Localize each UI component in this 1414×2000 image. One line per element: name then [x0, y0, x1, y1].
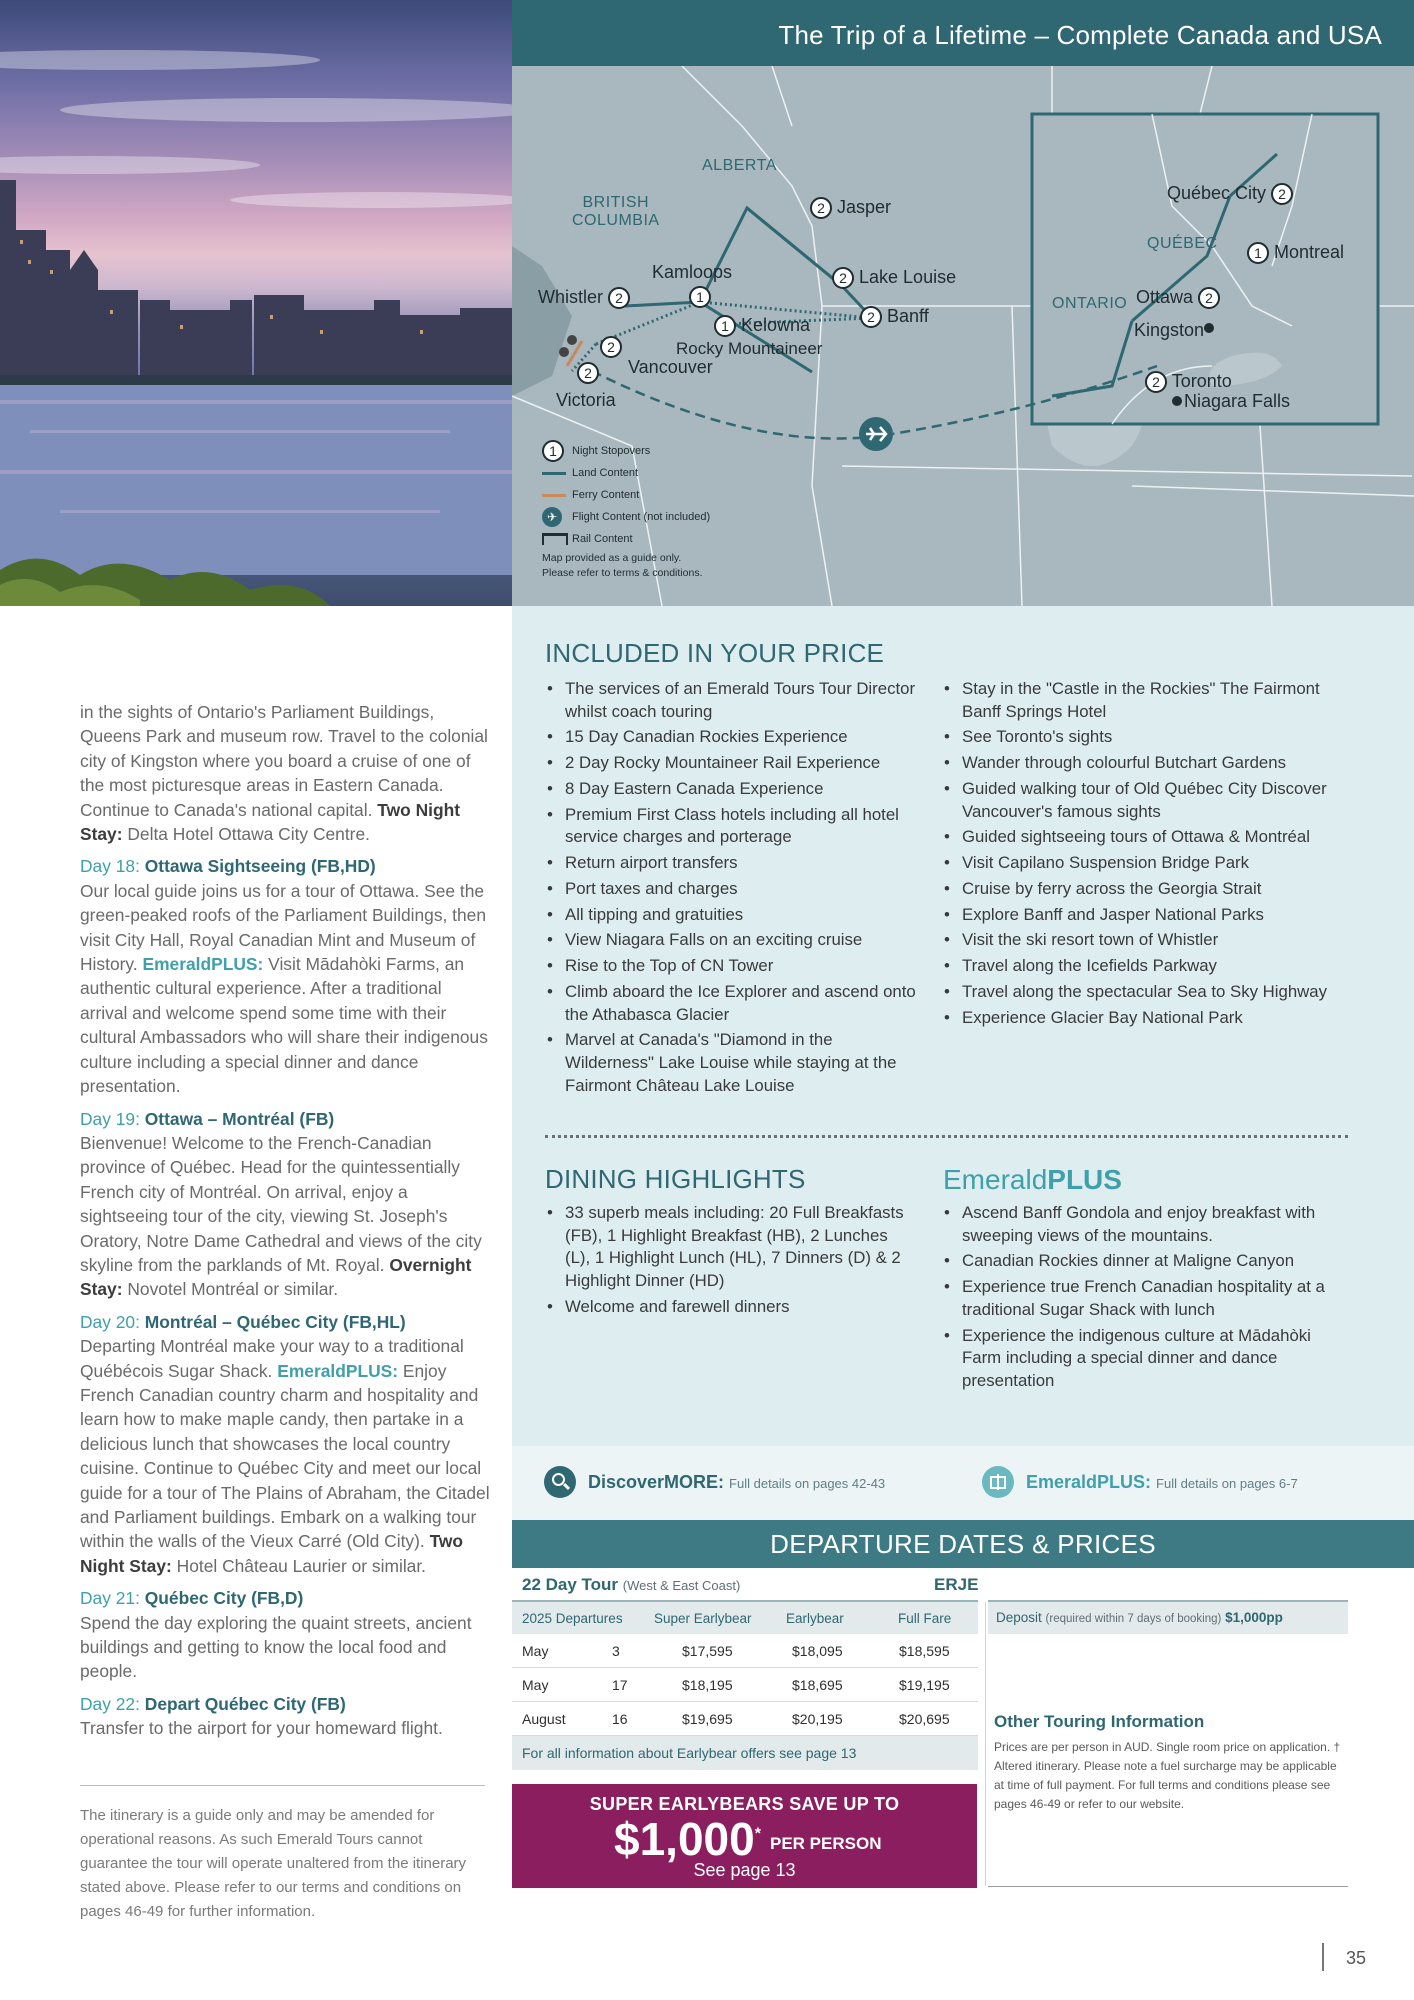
list-item: • Welcome and farewell dinners [545, 1296, 915, 1319]
place-kamloops: Kamloops [652, 262, 733, 282]
place-whistler: Whistler 2 [538, 287, 630, 309]
emeraldplus-heading: EmeraldPLUS [943, 1164, 1122, 1195]
place-montreal: 1 Montreal [1247, 242, 1344, 264]
list-item: • Cruise by ferry across the Georgia Strait [942, 878, 1342, 901]
discover-more: DiscoverMORE: Full details on pages 42-43 [544, 1466, 885, 1498]
region-british-columbia: BRITISH COLUMBIA [572, 194, 660, 230]
divider [985, 1602, 986, 1886]
place-kamloops-marker: 1 [689, 286, 711, 308]
place-jasper: 2 Jasper [810, 197, 891, 219]
list-item: • Experience the indigenous culture at Mādahòki Farm including a special dinner and dance presentation [942, 1325, 1342, 1393]
list-item: • Experience Glacier Bay National Park [942, 1007, 1342, 1030]
place-quebec-city: Québec City 2 [1167, 183, 1293, 205]
list-item: • Travel along the spectacular Sea to Sky Highway [942, 981, 1342, 1004]
region-quebec: QUÉBEC [1147, 235, 1218, 252]
emeraldplus-list [942, 1202, 1342, 1396]
list-item: • Premium First Class hotels including all hotel service charges and porterage [545, 804, 923, 849]
itinerary-day-19: Day 19: Ottawa – Montréal (FB) Bienvenue! Welcome to the French-Canadian province of Québec. Head for the quintessentially French city of Montréal. On arrival, enjoy a sightseeing tour of the city, viewing St. Joseph's Oratory, Notre Dame Cathedral and views of the city skyline from the parklands of Mt. Royal. Overnight Stay: Novotel Montréal or similar. [80, 1108, 482, 1300]
list-item: • Return airport transfers [545, 852, 923, 875]
ottawa-skyline-photo [0, 0, 512, 606]
departures-heading: DEPARTURE DATES & PRICES [512, 1520, 1414, 1568]
dotted-divider [545, 1135, 1348, 1138]
table-header: 2025 Departures Super Earlybear Earlybear Full Fare [512, 1600, 978, 1634]
night-stopover-icon: 1 [542, 440, 564, 462]
itinerary-disclaimer: The itinerary is a guide only and may be amended for operational reasons. As such Emerald Tours cannot guarantee the tour will operate unaltered from the itinerary stated above. Please refer to our terms and conditions on pages 46-49 for further information. [80, 1807, 467, 1920]
emerald-plus-note: EmeraldPLUS: Full details on pages 6-7 [982, 1466, 1298, 1498]
list-item: • See Toronto's sights [942, 726, 1342, 749]
list-item: • 8 Day Eastern Canada Experience [545, 778, 923, 801]
itinerary-day-22: Day 22: Depart Québec City (FB) Transfer to the airport for your homeward flight. [80, 1693, 443, 1739]
list-item: • Visit the ski resort town of Whistler [942, 929, 1342, 952]
itinerary-intro: in the sights of Ontario's Parliament Buildings, Queens Park and museum row. Travel to the colonial city of Kingston where you board a cruise of one of the most picturesque areas in Eastern Canada. Continue to Canada's national capital. Two Night Stay: Delta Hotel Ottawa City Centre. [80, 702, 488, 845]
map-legend: 1 Night Stopovers Land Content Ferry Content ✈ Flight Content (not included) Rail Content Map provided as a guide only. Please refer to terms & conditions. [542, 440, 710, 580]
divider [1322, 1943, 1324, 1971]
list-item: • Explore Banff and Jasper National Parks [942, 904, 1342, 927]
table-row: August 16 $19,695 $20,195 $20,695 [512, 1702, 978, 1736]
list-item: • Climb aboard the Ice Explorer and ascend onto the Athabasca Glacier [545, 981, 923, 1026]
place-ottawa: Ottawa 2 [1136, 287, 1220, 309]
list-item: • Travel along the Icefields Parkway [942, 955, 1342, 978]
list-item: • Stay in the "Castle in the Rockies" The Fairmont Banff Springs Hotel [942, 678, 1342, 723]
super-earlybird-promo: SUPER EARLYBEARS SAVE UP TO $1,000* PER PERSON See page 13 [512, 1784, 977, 1888]
divider [988, 1886, 1348, 1887]
rail-icon [542, 533, 568, 545]
place-victoria: Victoria [556, 390, 616, 410]
region-ontario: ONTARIO [1052, 295, 1128, 312]
rocky-mountaineer-label: Rocky Mountaineer [676, 339, 823, 358]
list-item: • 2 Day Rocky Mountaineer Rail Experience [545, 752, 923, 775]
map-title: The Trip of a Lifetime – Complete Canada and USA [512, 0, 1414, 66]
list-item: • Visit Capilano Suspension Bridge Park [942, 852, 1342, 875]
list-item: • Wander through colourful Butchart Gardens [942, 752, 1342, 775]
list-item: • 15 Day Canadian Rockies Experience [545, 726, 923, 749]
dining-list [545, 1202, 915, 1321]
itinerary-day-21: Day 21: Québec City (FB,D) Spend the day exploring the quaint streets, ancient buildings and getting to know the local food and people. [80, 1588, 472, 1682]
land-line-icon [542, 472, 566, 475]
place-niagara-falls: Niagara Falls [1184, 391, 1291, 411]
list-item: • All tipping and gratuities [545, 904, 923, 927]
table-row: May 17 $18,195 $18,695 $19,195 [512, 1668, 978, 1702]
place-banff: 2 Banff [860, 306, 929, 328]
dining-heading: DINING HIGHLIGHTS [545, 1164, 806, 1194]
region-alberta: ALBERTA [702, 157, 777, 174]
itinerary-day-18: Day 18: Ottawa Sightseeing (FB,HD) Our local guide joins us for a tour of Ottawa. See the green-peaked roofs of the Parliament Buildings, then visit City Hall, Royal Canadian Mint and Museum of History. EmeraldPLUS: Visit Mādahòki Farms, an authentic cultural experience. After a traditional arrival and welcome spend some time with their cultural Ambassadors who will share their indigenous culture including a special dinner and dance presentation. [80, 856, 488, 1097]
included-list-2 [942, 678, 1342, 1033]
discover-bar [512, 1446, 1414, 1520]
place-vancouver: Vancouver [628, 357, 713, 377]
list-item: • The services of an Emerald Tours Tour Director whilst coach touring [545, 678, 923, 723]
ferry-line-icon [542, 494, 566, 497]
place-toronto: 2 Toronto [1145, 371, 1232, 393]
included-list-1 [545, 678, 923, 1100]
deposit-row: Deposit (required within 7 days of booking) $1,000pp [988, 1600, 1348, 1634]
tour-row: 22 Day Tour (West & East Coast) ERJE [522, 1575, 979, 1594]
route-map [512, 0, 1414, 606]
list-item: • Rise to the Top of CN Tower [545, 955, 923, 978]
list-item: • 33 superb meals including: 20 Full Breakfasts (FB), 1 Highlight Breakfast (HB), 2 Lunches (L), 1 Highlight Lunch (HL), 7 Dinners (D) & 2 Highlight Dinner (HD) [545, 1202, 915, 1292]
included-heading: INCLUDED IN YOUR PRICE [545, 638, 885, 668]
divider [80, 1785, 485, 1786]
plane-icon: ✈ [542, 507, 562, 527]
place-lake-louise: 2 Lake Louise [832, 267, 956, 289]
place-victoria-marker: 2 [577, 362, 599, 384]
list-item: • Experience true French Canadian hospitality at a traditional Sugar Shack with lunch [942, 1276, 1342, 1321]
list-item: • Guided sightseeing tours of Ottawa & Montréal [942, 826, 1342, 849]
place-kingston: Kingston [1134, 320, 1205, 340]
list-item: • Guided walking tour of Old Québec City Discover Vancouver's famous sights [942, 778, 1342, 823]
list-item: • Canadian Rockies dinner at Maligne Canyon [942, 1250, 1342, 1273]
list-item: • View Niagara Falls on an exciting cruise [545, 929, 923, 952]
gift-icon [982, 1466, 1014, 1498]
list-item: • Marvel at Canada's "Diamond in the Wilderness" Lake Louise while staying at the Fairmont Château Lake Louise [545, 1029, 923, 1097]
search-icon [544, 1466, 576, 1498]
table-row: May 3 $17,595 $18,095 $18,595 [512, 1634, 978, 1668]
page-number: 35 [1346, 1948, 1367, 1968]
list-item: • Port taxes and charges [545, 878, 923, 901]
other-touring-info: Other Touring Information Prices are per person in AUD. Single room price on application. † Altered itinerary. Please note a fuel surcharge may be applicable at time of full payment. For full terms and conditions please see pages 46-49 or refer to our website. [994, 1712, 1341, 1811]
place-vancouver-marker: 2 [600, 336, 622, 358]
itinerary-day-20: Day 20: Montréal – Québec City (FB,HL) Departing Montréal make your way to a traditional Québécois Sugar Shack. EmeraldPLUS: Enjoy French Canadian country charm and hospitality and learn how to make maple candy, then partake in a delicious lunch that showcases the local country cuisine. Continue to Québec City and meet our local guide for a tour of The Plains of Abraham, the Citadel and Parliament buildings. Embark on a walking tour within the walls of the Vieux Carré (Old City). Two Night Stay: Hotel Château Laurier or similar. [80, 1311, 490, 1576]
place-kelowna: 1 Kelowna [714, 315, 810, 337]
itinerary-column [80, 700, 490, 1749]
table-footer: For all information about Earlybear offers see page 13 [512, 1736, 978, 1770]
list-item: • Ascend Banff Gondola and enjoy breakfast with sweeping views of the mountains. [942, 1202, 1342, 1247]
